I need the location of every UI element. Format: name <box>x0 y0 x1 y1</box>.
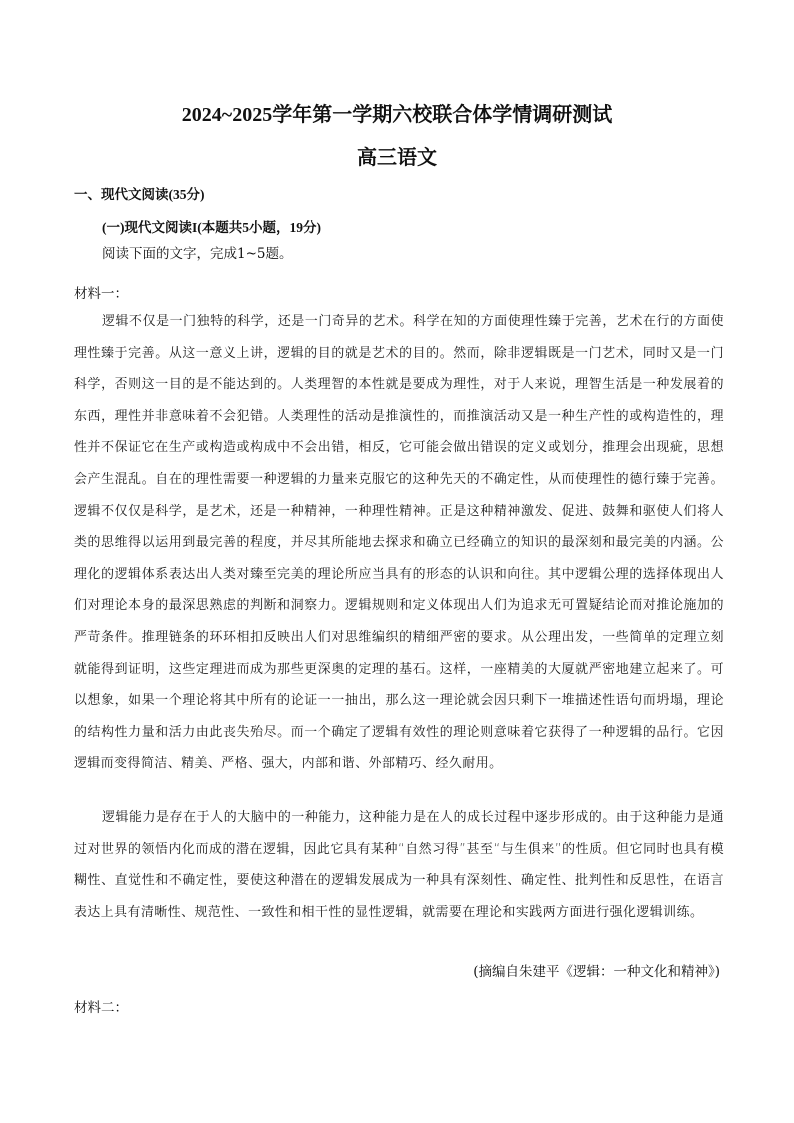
material-two-label: 材料二： <box>74 1000 128 1016</box>
material-one-paragraph-1: 逻辑不仅是一门独特的科学，还是一门奇异的艺术。科学在知的方面使理性臻于完善，艺术在行的方面使理性臻于完善。从这一意义上讲，逻辑的目的就是艺术的目的。然而，除非逻辑既是一门艺术，同时又是一门科学，否则这一目的是不能达到的。人类理智的本性就是要成为理性，对于人来说，理智生活是一种发展着的东西，理性并非意味着不会犯错。人类理性的活动是推演性的，而推演活动又是一种生产性的或构造性的，理性并不保证它在生产或构造或构成中不会出错，相反，它可能会做出错误的定义或划分，推理会出现疵，思想会产生混乱。自在的理性需要一种逻辑的力量来克服它的这种先天的不确定性，从而使理性的德行臻于完善。逻辑不仅仅是科学，是艺术，还是一种精神，一种理性精神。正是这种精神激发、促进、鼓舞和驱使人们将人类的思维得以运用到最完善的程度，并尽其所能地去探求和确立已经确立的知识的最深刻和最完美的内涵。公理化的逻辑体系表达出人类对臻至完美的理论所应当具有的形态的认识和向往。其中逻辑公理的选择体现出人们对理论本身的最深思熟虑的判断和洞察力。逻辑规则和定义体现出人们为追求无可置疑结论而对推论施加的严苛条件。推理链条的环环相扣反映出人们对思维编织的精细严密的要求。从公理出发，一些简单的定理立刻就能得到证明，这些定理进而成为那些更深奥的定理的基石。这样，一座精美的大厦就严密地建立起来了。可以想象，如果一个理论将其中所有的论证一一抽出，那么这一理论就会因只剩下一堆描述性语句而坍塌，理论的结构性力量和活力由此丧失殆尽。而一个确定了逻辑有效性的理论则意味着它获得了一种逻辑的品行。它因逻辑而变得简洁、精美、严格、强大，内部和谐、外部精巧、经久耐用。 <box>74 314 724 772</box>
exam-title: 2024~2025学年第一学期六校联合体学情调研测试 <box>181 104 613 126</box>
material-one-paragraph-2: 逻辑能力是存在于人的大脑中的一种能力，这种能力是在人的成长过程中逐步形成的。由于这种能力是通过对世界的领悟内化而成的潜在逻辑，因此它具有某种“自然习得”甚至“与生俱来”的性质。但它同时也具有模糊性、直觉性和不确定性，要使这种潜在的逻辑发展成为一种具有深刻性、确定性、批判性和反思性，在语言表达上具有清晰性、规范性、一致性和相干性的显性逻辑，就需要在理论和实践两方面进行强化逻辑训练。 <box>74 810 724 920</box>
exam-subtitle: 高三语文 <box>357 147 437 169</box>
subsection-heading: (一)现代文阅读I(本题共5小题，19分) <box>102 220 321 235</box>
reading-instruction: 阅读下面的文字，完成1~5题。 <box>102 246 293 262</box>
material-one-label: 材料一： <box>74 286 128 302</box>
section-heading: 一、现代文阅读(35分) <box>74 187 205 202</box>
source-citation: (摘编自朱建平《逻辑：一种文化和精神》) <box>473 964 720 980</box>
